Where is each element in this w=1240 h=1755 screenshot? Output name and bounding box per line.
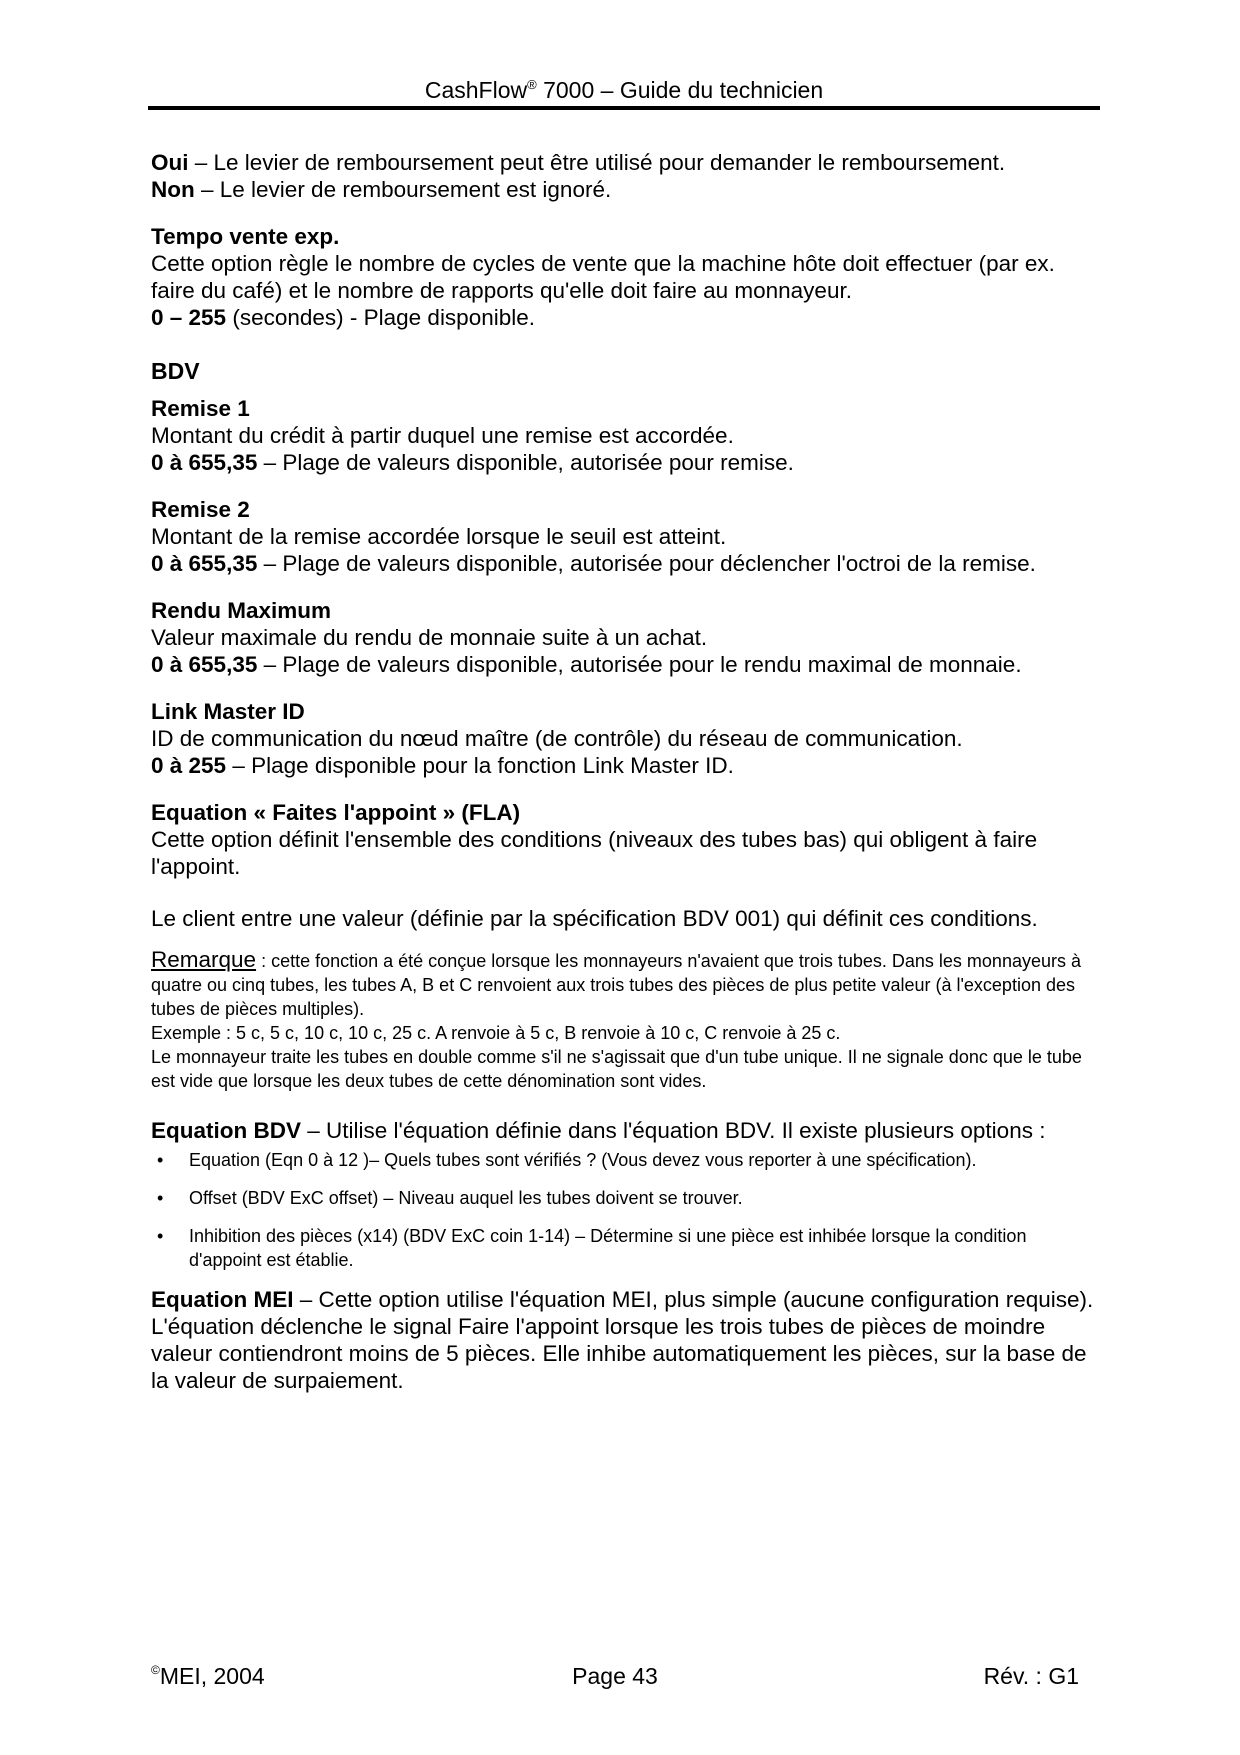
header-divider bbox=[148, 106, 1100, 110]
list-item bbox=[151, 1148, 1096, 1172]
page-body bbox=[151, 149, 1096, 1394]
remise1-range-text: – Plage de valeurs disponible, autorisée pour remise. bbox=[257, 450, 794, 475]
equation-bdv-options bbox=[151, 1148, 1096, 1272]
remise2-range-value: 0 à 655,35 bbox=[151, 551, 258, 576]
remise1-heading: Remise 1 bbox=[151, 396, 250, 421]
link-master-range bbox=[151, 752, 1096, 779]
link-master-description: ID de communication du nœud maître (de contrôle) du réseau de communication. bbox=[151, 726, 963, 751]
remarque-paragraph bbox=[151, 948, 1096, 1021]
oui-label: Oui bbox=[151, 150, 189, 175]
remarque-example: Exemple : 5 c, 5 c, 10 c, 10 c, 25 c. A renvoie à 5 c, B renvoie à 10 c, C renvoie à 25 c. bbox=[151, 1023, 841, 1043]
bullet-text: Equation (Eqn 0 à 12 )– Quels tubes sont vérifiés ? (Vous devez vous reporter à une spécification). bbox=[189, 1150, 977, 1170]
oui-text: – Le levier de remboursement peut être utilisé pour demander le remboursement. bbox=[188, 150, 1006, 175]
equation-bdv-label: Equation BDV bbox=[151, 1118, 301, 1143]
link-master-range-value: 0 à 255 bbox=[151, 753, 227, 778]
page-header bbox=[148, 76, 1100, 104]
tempo-heading: Tempo vente exp. bbox=[151, 224, 340, 249]
equation-bdv-line bbox=[151, 1117, 1096, 1144]
rendu-heading: Rendu Maximum bbox=[151, 598, 332, 623]
bullet-icon: • bbox=[157, 1226, 164, 1246]
footer-revision: Rév. : G1 bbox=[983, 1663, 1079, 1689]
list-item bbox=[151, 1224, 1096, 1272]
refund-oui-line bbox=[151, 149, 1096, 176]
rendu-range-text: – Plage de valeurs disponible, autorisée pour le rendu maximal de monnaie. bbox=[257, 652, 1022, 677]
link-master-heading: Link Master ID bbox=[151, 699, 305, 724]
copyright-text: MEI, 2004 bbox=[159, 1663, 265, 1689]
equation-mei-text: – Cette option utilise l'équation MEI, plus simple (aucune configuration requise). L'équation déclenche le signal Faire l'appoint lorsque les trois tubes de pièces de moindre valeur contiendront moins de 5 pièces. Elle inhibe automatiquement les pièces, sur la base de la valeur de surpaiement. bbox=[151, 1287, 1094, 1393]
remise1-description: Montant du crédit à partir duquel une remise est accordée. bbox=[151, 423, 734, 448]
equation-mei-label: Equation MEI bbox=[151, 1287, 294, 1312]
copyright-mark: © bbox=[151, 1663, 160, 1677]
link-master-range-text: – Plage disponible pour la fonction Link Master ID. bbox=[226, 753, 734, 778]
remarque-duplicate-tubes: Le monnayeur traite les tubes en double comme s'il ne s'agissait que d'un tube unique. Il ne signale donc que le tube est vide que lorsque les deux tubes de cette dénomination sont vides. bbox=[151, 1047, 1082, 1091]
remarque-text: cette fonction a été conçue lorsque les monnayeurs n'avaient que trois tubes. Dans les monnayeurs à quatre ou cinq tubes, les tubes A, B et C renvoient aux trois tubes des pièces de plus petite valeur (à l'exception des tubes de pièces multiples). bbox=[151, 951, 1081, 1019]
remarque-colon: : bbox=[256, 951, 272, 971]
equation-mei-paragraph bbox=[151, 1286, 1096, 1394]
bullet-text: Inhibition des pièces (x14) (BDV ExC coin 1-14) – Détermine si une pièce est inhibée lorsque la condition d'appoint est établie. bbox=[189, 1226, 1027, 1270]
rendu-description: Valeur maximale du rendu de monnaie suite à un achat. bbox=[151, 625, 708, 650]
header-title-product: CashFlow bbox=[424, 77, 528, 103]
tempo-range bbox=[151, 304, 1096, 331]
rendu-range-value: 0 à 655,35 bbox=[151, 652, 258, 677]
remarque-note bbox=[151, 948, 1096, 1093]
remise1-range-value: 0 à 655,35 bbox=[151, 450, 258, 475]
bdv-section-title: BDV bbox=[151, 358, 200, 384]
equation-bdv-text: – Utilise l'équation définie dans l'équation BDV. Il existe plusieurs options : bbox=[301, 1118, 1046, 1143]
remise2-heading: Remise 2 bbox=[151, 497, 250, 522]
fla-client-value: Le client entre une valeur (définie par la spécification BDV 001) qui définit ces conditions. bbox=[151, 906, 1038, 931]
remarque-label: Remarque bbox=[151, 947, 257, 972]
remise2-description: Montant de la remise accordée lorsque le seuil est atteint. bbox=[151, 524, 727, 549]
non-label: Non bbox=[151, 177, 195, 202]
header-title-rest: 7000 – Guide du technicien bbox=[536, 77, 824, 103]
remise1-range bbox=[151, 449, 1096, 476]
list-item bbox=[151, 1186, 1096, 1210]
tempo-description: Cette option règle le nombre de cycles de vente que la machine hôte doit effectuer (par ex. faire du café) et le nombre de rapports qu'elle doit faire au monnayeur. bbox=[151, 251, 1055, 303]
bullet-icon: • bbox=[157, 1150, 164, 1170]
footer-page-number: Page 43 bbox=[572, 1663, 658, 1689]
fla-heading: Equation « Faites l'appoint » (FLA) bbox=[151, 800, 521, 825]
non-text: – Le levier de remboursement est ignoré. bbox=[194, 177, 612, 202]
tempo-range-value: 0 – 255 bbox=[151, 305, 227, 330]
tempo-range-text: (secondes) - Plage disponible. bbox=[226, 305, 536, 330]
remise2-range bbox=[151, 550, 1096, 577]
remise2-range-text: – Plage de valeurs disponible, autorisée pour déclencher l'octroi de la remise. bbox=[257, 551, 1036, 576]
registered-mark: ® bbox=[527, 77, 537, 92]
fla-description: Cette option définit l'ensemble des conditions (niveaux des tubes bas) qui obligent à faire l'appoint. bbox=[151, 827, 1038, 879]
refund-non-line bbox=[151, 176, 1096, 203]
bullet-icon: • bbox=[157, 1188, 164, 1208]
bullet-text: Offset (BDV ExC offset) – Niveau auquel les tubes doivent se trouver. bbox=[189, 1188, 743, 1208]
rendu-range bbox=[151, 651, 1096, 678]
